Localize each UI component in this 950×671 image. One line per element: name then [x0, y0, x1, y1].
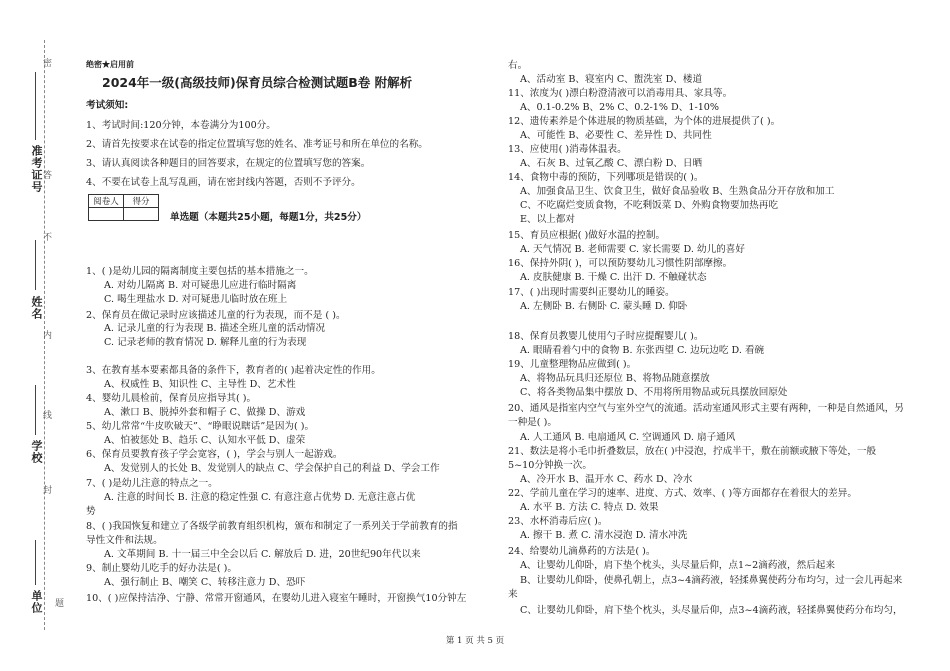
- option-line: A、石灰 B、过氧乙酸 C、漂白粉 D、日晒: [520, 158, 703, 169]
- option-line: A、发觉别人的长处 B、发觉别人的缺点 C、学会保护自己的利益 D、学会工作: [104, 463, 440, 474]
- notice-item: 1、考试时间:120分钟，本卷满分为100分。: [86, 120, 276, 131]
- option-line: A. 水平 B. 方法 C. 特点 D. 效果: [520, 502, 659, 513]
- name-label: 姓名: [30, 296, 43, 320]
- question-line: 20、通风是指室内空气与室外空气的流通。活动室通风形式主要有两种，一种是自然通风，另: [508, 403, 904, 414]
- option-line: A. 记录儿童的行为表现 B. 描述全班儿童的活动情况: [104, 323, 326, 334]
- seal-tag: 题: [53, 598, 63, 607]
- seal-tag: 答: [41, 170, 51, 179]
- grader-input-cell[interactable]: [89, 208, 124, 221]
- option-line: A、冷开水 B、温开水 C、药水 D、冷水: [520, 474, 693, 485]
- question-line: 22、学前儿童在学习的速率、进度、方式、效率、( )等方面都存在着很大的差异。: [508, 488, 857, 499]
- question-line: 8、( )我国恢复和建立了各级学前教育组织机构，颁布和制定了一系列关于学前教育的指: [86, 521, 458, 532]
- option-line: A、漱口 B、脱掉外套和帽子 C、做操 D、游戏: [104, 407, 306, 418]
- question-line: 10、( )应保持洁净、宁静、常常开窗通风，在婴幼儿进入寝室午睡时，开窗换气10分钟左: [86, 593, 467, 604]
- question-line: 12、遗传素养是个体进展的物质基础，为个体的进展提供了( )。: [508, 116, 781, 127]
- option-line: A、强行制止 B、嘲笑 C、转移注意力 D、恐吓: [104, 577, 306, 588]
- question-line: 3、在教育基本要素都具备的条件下，教育者的( )起着决定性的作用。: [86, 365, 381, 376]
- question-line: 19、儿童整理物品应做到( )。: [508, 359, 637, 370]
- question-line: 16、保持外阴( )，可以预防婴幼儿习惯性阴部摩擦。: [508, 258, 733, 269]
- option-line: A. 左侧卧 B. 右侧卧 C. 蒙头睡 D. 仰卧: [520, 301, 688, 312]
- unit-label: 单位: [30, 590, 43, 614]
- question-line: 18、保育员教婴儿使用勺子时应提醒婴儿( )。: [508, 331, 704, 342]
- seal-tag: 密: [41, 58, 51, 67]
- option-line: A、怕被惩处 B、趋乐 C、认知水平低 D、虚荣: [104, 435, 306, 446]
- school-field[interactable]: [35, 385, 36, 435]
- question-line: 23、水杯消毒后应( )。: [508, 516, 608, 527]
- seal-tag: 内: [41, 330, 51, 339]
- question-line: 7、( )是幼儿注意的特点之一。: [86, 478, 218, 489]
- option-line: A. 人工通风 B. 电扇通风 C. 空调通风 D. 扇子通风: [520, 432, 736, 443]
- page-footer: 第 1 页 共 5 页: [445, 636, 505, 646]
- option-line: A. 对幼儿隔离 B. 对可疑患儿应进行临时隔离: [104, 280, 297, 291]
- option-line: A. 注意的时间长 B. 注意的稳定性强 C. 有意注意占优势 D. 无意注意占优: [104, 492, 416, 503]
- question-line: 6、保育员要教育孩子学会宽容，( )，学会与别人一起游戏。: [86, 449, 343, 460]
- seal-tag: 不: [41, 232, 51, 241]
- option-line: A、将物品玩具归还原位 B、将物品随意摆放: [520, 373, 710, 384]
- question-line: 15、育员应根据( )做好水温的控制。: [508, 230, 666, 241]
- name-field[interactable]: [35, 240, 36, 290]
- question-line: 一种是( )。: [508, 417, 557, 428]
- option-line: 来: [508, 589, 518, 600]
- option-line: A、加强食品卫生、饮食卫生，做好食品验收 B、生熟食品分开存放和加工: [520, 186, 835, 197]
- unit-field[interactable]: [35, 540, 36, 585]
- question-line: 9、制止婴幼儿吃手的好办法是( )。: [86, 563, 237, 574]
- option-line: 势: [86, 506, 96, 517]
- option-line: A. 皮肤健康 B. 干燥 C. 出汗 D. 不触碰状态: [520, 272, 707, 283]
- exam-number-field[interactable]: [35, 72, 36, 140]
- score-cell: 得分: [124, 195, 159, 208]
- score-input-cell[interactable]: [124, 208, 159, 221]
- question-line: 5、幼儿常常“牛皮吹破天”、“睁眼说瞎话”是因为( )。: [86, 421, 315, 432]
- score-table: [88, 194, 159, 221]
- option-line: A. 眼睛看着勺中的食物 B. 东张西望 C. 边玩边吃 D. 看碗: [520, 345, 765, 356]
- question-line: 24、给婴幼儿滴鼻药的方法是( )。: [508, 546, 656, 557]
- exam-number-label: 准考证号: [30, 145, 43, 193]
- question-line: 2、保育员在做记录时应该描述儿童的行为表现，而不是 ( )。: [86, 310, 346, 321]
- school-label: 学校: [30, 440, 43, 464]
- question-line: 13、应使用( )消毒体温表。: [508, 144, 627, 155]
- notice-heading: 考试须知:: [86, 100, 129, 111]
- option-line: C、将各类物品集中摆放 D、不用将所用物品或玩具摆放回原处: [520, 387, 788, 398]
- option-line: C、不吃腐烂变质食物，不吃剩饭菜 D、外购食物要加热再吃: [520, 200, 778, 211]
- question-line: 1、( )是幼儿园的隔离制度主要包括的基本措施之一。: [86, 266, 314, 277]
- option-line: A. 文革期间 B. 十一届三中全会以后 C. 解放后 D. 进，20世纪90年代以来: [104, 549, 421, 560]
- option-line: A、活动室 B、寝室内 C、盥洗室 D、楼道: [520, 74, 703, 85]
- binding-margin: [0, 0, 63, 671]
- seal-tag: 封: [41, 485, 51, 494]
- option-line: A、让婴幼儿仰卧，肩下垫个枕头，头尽量后仰，点1~2滴药液，然后起来: [520, 560, 835, 571]
- option-line: A、0.1-0.2% B、2% C、0.2-1% D、1-10%: [520, 102, 720, 113]
- question-line: 11、浓度为( )漂白粉澄清液可以消毒用具、家具等。: [508, 88, 733, 99]
- secret-mark: 绝密★启用前: [86, 59, 134, 69]
- question-line: 14、食物中毒的预防，下列哪项是错误的( )。: [508, 172, 704, 183]
- seal-tag: 线: [41, 410, 51, 419]
- question-line: 21、数法是将小毛巾折叠数层，放在( )中浸泡，拧成半干，敷在前额或腋下等处，一般: [508, 446, 877, 457]
- question-line: 导性文件和法规。: [86, 535, 163, 546]
- option-line: C. 喝生理盐水 D. 对可疑患儿临时放在班上: [104, 294, 288, 305]
- question-line: 17、( )出现时需要纠正婴幼儿的睡姿。: [508, 287, 675, 298]
- option-line: C、让婴幼儿仰卧，肩下垫个枕头，头尽量后仰，点3~4滴药液，轻揉鼻翼使药分布均匀，: [520, 605, 903, 616]
- notice-item: 2、请首先按要求在试卷的指定位置填写您的姓名、准考证号和所在单位的名称。: [86, 139, 428, 150]
- question-line: 4、婴幼儿晨检前，保育员应指导其( )。: [86, 393, 257, 404]
- notice-item: 3、请认真阅读各种题目的回答要求，在规定的位置填写您的答案。: [86, 158, 371, 169]
- option-line: E、以上都对: [520, 214, 575, 225]
- page-title: 2024年一级(高级技师)保育员综合检测试题B卷 附解析: [102, 75, 413, 90]
- option-line: C. 记录老师的教育情况 D. 解释儿童的行为表现: [104, 337, 307, 348]
- option-line: A、权威性 B、知识性 C、主导性 D、艺术性: [104, 379, 296, 390]
- section-heading: 单选题（本题共25小题，每题1分，共25分）: [170, 212, 367, 223]
- grader-cell: 阅卷人: [89, 195, 124, 208]
- option-line: A. 擦干 B. 煮 C. 清水浸泡 D. 清水冲洗: [520, 530, 688, 541]
- question-line: 右。: [508, 60, 528, 71]
- option-line: A. 天气情况 B. 老师需要 C. 家长需要 D. 幼儿的喜好: [520, 244, 745, 255]
- notice-item: 4、不要在试卷上乱写乱画，请在密封线内答题，否则不予评分。: [86, 177, 361, 188]
- question-line: 5~10分钟换一次。: [508, 460, 592, 471]
- option-line: A、可能性 B、必要性 C、差异性 D、共同性: [520, 130, 712, 141]
- option-line: B、让婴幼儿仰卧，使鼻孔朝上，点3~4滴药液，轻揉鼻翼使药分布均匀，过一会儿再起来: [520, 575, 903, 586]
